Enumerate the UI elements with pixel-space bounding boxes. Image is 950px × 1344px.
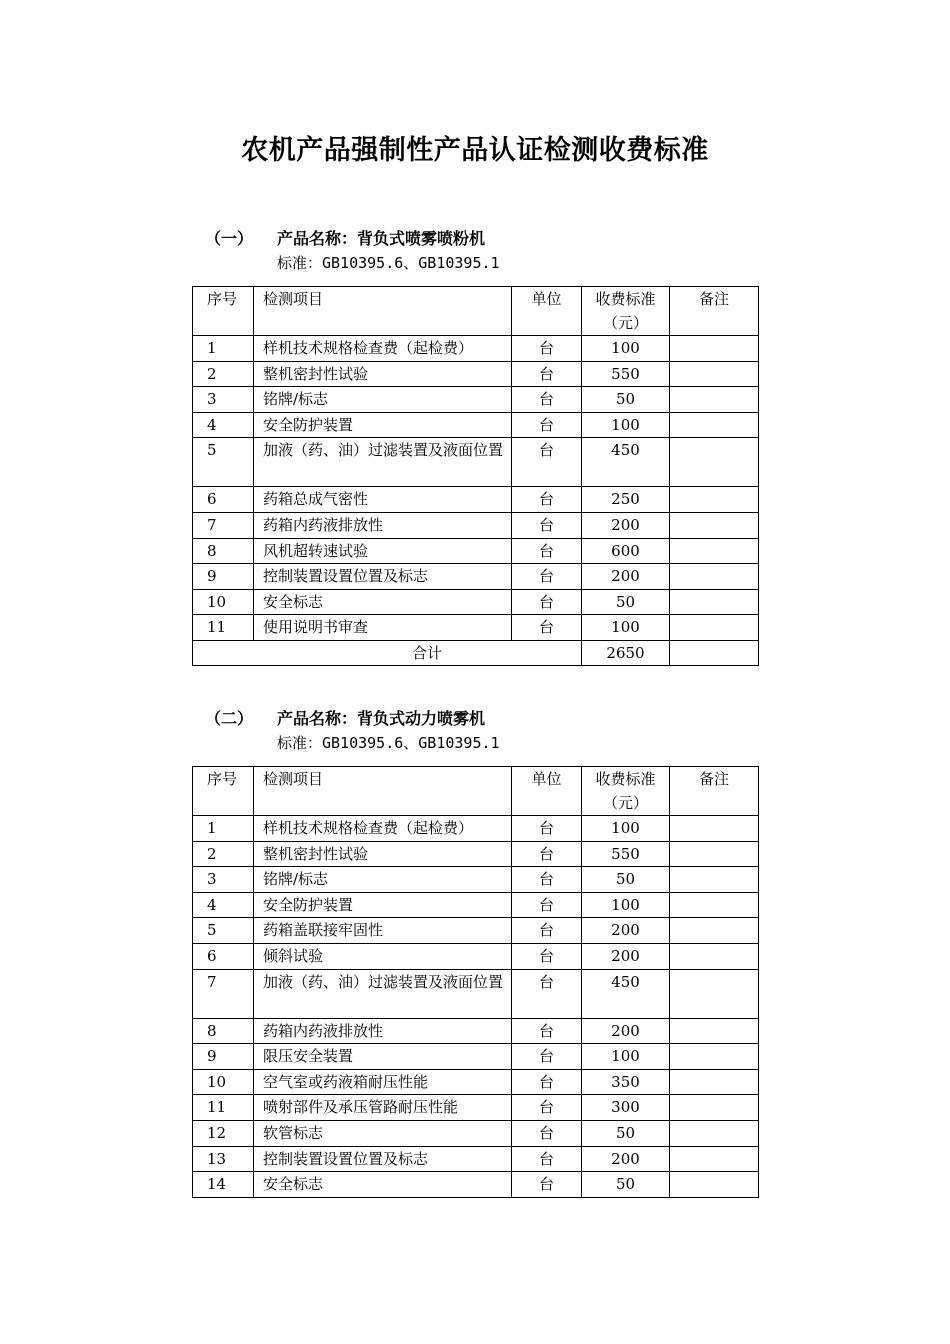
row-no: 10 [193, 1069, 254, 1095]
table-row [193, 1095, 759, 1121]
row-unit: 台 [512, 867, 582, 893]
row-fee: 200 [582, 512, 670, 538]
fee-table-2 [192, 766, 759, 1198]
row-fee: 100 [582, 412, 670, 438]
row-note [670, 387, 759, 413]
row-unit: 台 [512, 438, 582, 487]
row-no: 3 [193, 867, 254, 893]
table-row [193, 438, 759, 487]
row-unit: 台 [512, 412, 582, 438]
row-item: 药箱内药液排放性 [254, 1018, 512, 1044]
section-2-product: 产品名称：背负式动力喷雾机 [277, 709, 486, 728]
row-fee: 50 [582, 1172, 670, 1198]
row-item: 药箱总成气密性 [254, 487, 512, 513]
row-note [670, 615, 759, 641]
row-note [670, 918, 759, 944]
table-row [193, 867, 759, 893]
row-unit: 台 [512, 892, 582, 918]
row-fee: 250 [582, 487, 670, 513]
row-fee: 50 [582, 589, 670, 615]
table-row [193, 412, 759, 438]
section-1-standard: 标准：GB10395.6、GB10395.1 [277, 254, 500, 272]
row-no: 1 [193, 336, 254, 362]
table-row [193, 538, 759, 564]
table-row [193, 892, 759, 918]
table-row [193, 841, 759, 867]
header-no: 序号 [193, 767, 254, 816]
row-note [670, 361, 759, 387]
row-no: 5 [193, 438, 254, 487]
row-unit: 台 [512, 361, 582, 387]
row-item: 软管标志 [254, 1120, 512, 1146]
section-2-number: （二） [205, 709, 254, 728]
total-row [193, 640, 759, 665]
row-item: 加液（药、油）过滤装置及液面位置 [254, 969, 512, 1018]
row-note [670, 589, 759, 615]
row-note [670, 1044, 759, 1070]
row-note [670, 512, 759, 538]
row-no: 6 [193, 943, 254, 969]
row-note [670, 1095, 759, 1121]
row-no: 9 [193, 1044, 254, 1070]
row-unit: 台 [512, 1172, 582, 1198]
row-unit: 台 [512, 336, 582, 362]
row-fee: 550 [582, 361, 670, 387]
row-item: 安全防护装置 [254, 412, 512, 438]
fee-table-1 [192, 286, 759, 666]
row-note [670, 487, 759, 513]
row-no: 8 [193, 538, 254, 564]
header-note: 备注 [670, 287, 759, 336]
row-fee: 100 [582, 615, 670, 641]
row-item: 安全标志 [254, 589, 512, 615]
row-fee: 600 [582, 538, 670, 564]
row-note [670, 969, 759, 1018]
row-unit: 台 [512, 918, 582, 944]
row-item: 整机密封性试验 [254, 841, 512, 867]
row-item: 控制装置设置位置及标志 [254, 1146, 512, 1172]
row-fee: 100 [582, 336, 670, 362]
row-unit: 台 [512, 1146, 582, 1172]
section-1-number: （一） [205, 229, 254, 248]
row-unit: 台 [512, 1018, 582, 1044]
row-fee: 300 [582, 1095, 670, 1121]
row-note [670, 841, 759, 867]
section-1-heading [205, 226, 500, 276]
row-item: 安全防护装置 [254, 892, 512, 918]
total-value: 2650 [582, 640, 670, 665]
row-item: 使用说明书审查 [254, 615, 512, 641]
row-no: 12 [193, 1120, 254, 1146]
page-title: 农机产品强制性产品认证检测收费标准 [241, 135, 709, 166]
row-unit: 台 [512, 615, 582, 641]
row-note [670, 867, 759, 893]
row-unit: 台 [512, 943, 582, 969]
row-unit: 台 [512, 589, 582, 615]
row-fee: 200 [582, 1018, 670, 1044]
row-item: 药箱盖联接牢固性 [254, 918, 512, 944]
row-fee: 450 [582, 969, 670, 1018]
table-row [193, 564, 759, 590]
row-fee: 100 [582, 1044, 670, 1070]
row-fee: 50 [582, 867, 670, 893]
row-no: 6 [193, 487, 254, 513]
row-item: 样机技术规格检查费（起检费） [254, 816, 512, 842]
row-unit: 台 [512, 1044, 582, 1070]
row-note [670, 438, 759, 487]
row-unit: 台 [512, 1095, 582, 1121]
section-2-standard: 标准：GB10395.6、GB10395.1 [277, 734, 500, 752]
row-no: 11 [193, 615, 254, 641]
table-row [193, 361, 759, 387]
section-1-product: 产品名称：背负式喷雾喷粉机 [277, 229, 486, 248]
row-note [670, 892, 759, 918]
row-note [670, 943, 759, 969]
row-note [670, 1172, 759, 1198]
row-item: 风机超转速试验 [254, 538, 512, 564]
row-no: 14 [193, 1172, 254, 1198]
row-fee: 100 [582, 816, 670, 842]
row-unit: 台 [512, 387, 582, 413]
table-row [193, 487, 759, 513]
row-item: 样机技术规格检查费（起检费） [254, 336, 512, 362]
row-no: 3 [193, 387, 254, 413]
row-item: 药箱内药液排放性 [254, 512, 512, 538]
row-note [670, 538, 759, 564]
row-no: 9 [193, 564, 254, 590]
table-row [193, 512, 759, 538]
row-note [670, 1146, 759, 1172]
row-no: 7 [193, 969, 254, 1018]
row-item: 喷射部件及承压管路耐压性能 [254, 1095, 512, 1121]
table-row [193, 336, 759, 362]
row-note [670, 816, 759, 842]
row-no: 5 [193, 918, 254, 944]
table-row [193, 1044, 759, 1070]
row-no: 7 [193, 512, 254, 538]
row-unit: 台 [512, 1069, 582, 1095]
row-unit: 台 [512, 969, 582, 1018]
row-no: 11 [193, 1095, 254, 1121]
header-unit: 单位 [512, 767, 582, 816]
row-item: 倾斜试验 [254, 943, 512, 969]
row-note [670, 1069, 759, 1095]
table-row [193, 943, 759, 969]
table-row [193, 816, 759, 842]
row-fee: 450 [582, 438, 670, 487]
row-note [670, 564, 759, 590]
header-unit: 单位 [512, 287, 582, 336]
row-no: 8 [193, 1018, 254, 1044]
row-fee: 200 [582, 564, 670, 590]
row-item: 安全标志 [254, 1172, 512, 1198]
row-fee: 50 [582, 387, 670, 413]
row-no: 10 [193, 589, 254, 615]
header-item: 检测项目 [254, 287, 512, 336]
row-unit: 台 [512, 564, 582, 590]
table-row [193, 918, 759, 944]
row-item: 控制装置设置位置及标志 [254, 564, 512, 590]
table-row [193, 969, 759, 1018]
header-item: 检测项目 [254, 767, 512, 816]
row-note [670, 336, 759, 362]
row-fee: 350 [582, 1069, 670, 1095]
row-item: 加液（药、油）过滤装置及液面位置 [254, 438, 512, 487]
row-fee: 200 [582, 1146, 670, 1172]
row-note [670, 1018, 759, 1044]
row-fee: 200 [582, 943, 670, 969]
total-label: 合计 [193, 640, 582, 665]
row-no: 4 [193, 412, 254, 438]
header-note: 备注 [670, 767, 759, 816]
row-unit: 台 [512, 841, 582, 867]
section-2-heading [205, 706, 500, 756]
row-unit: 台 [512, 1120, 582, 1146]
row-item: 铭牌/标志 [254, 387, 512, 413]
row-item: 整机密封性试验 [254, 361, 512, 387]
row-item: 限压安全装置 [254, 1044, 512, 1070]
row-item: 空气室或药液箱耐压性能 [254, 1069, 512, 1095]
row-note [670, 412, 759, 438]
row-no: 1 [193, 816, 254, 842]
row-no: 13 [193, 1146, 254, 1172]
row-fee: 200 [582, 918, 670, 944]
header-no: 序号 [193, 287, 254, 336]
table-row [193, 589, 759, 615]
table-header-row [193, 287, 759, 336]
row-no: 2 [193, 841, 254, 867]
row-fee: 50 [582, 1120, 670, 1146]
row-item: 铭牌/标志 [254, 867, 512, 893]
row-fee: 550 [582, 841, 670, 867]
row-no: 4 [193, 892, 254, 918]
row-no: 2 [193, 361, 254, 387]
header-fee: 收费标准（元） [582, 767, 670, 816]
header-fee: 收费标准（元） [582, 287, 670, 336]
table-row [193, 387, 759, 413]
row-unit: 台 [512, 538, 582, 564]
table-row [193, 1120, 759, 1146]
row-fee: 100 [582, 892, 670, 918]
row-unit: 台 [512, 816, 582, 842]
table-row [193, 615, 759, 641]
row-note [670, 1120, 759, 1146]
table-row [193, 1069, 759, 1095]
table-row [193, 1018, 759, 1044]
total-note [670, 640, 759, 665]
table-header-row [193, 767, 759, 816]
row-unit: 台 [512, 512, 582, 538]
row-unit: 台 [512, 487, 582, 513]
table-row [193, 1146, 759, 1172]
table-row [193, 1172, 759, 1198]
